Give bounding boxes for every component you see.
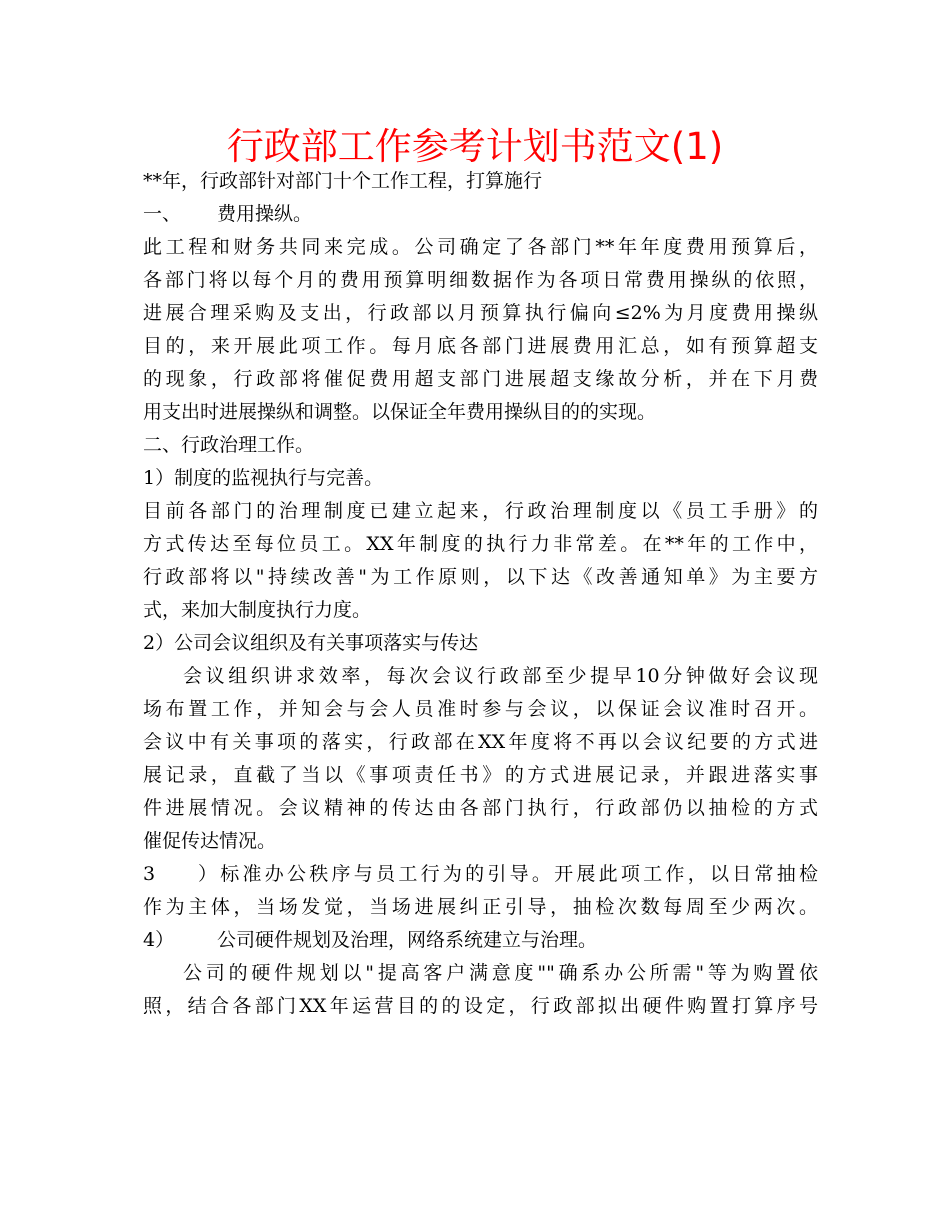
paragraph-line bbox=[143, 231, 818, 264]
line-text: 公司的硬件规划以"提高客户满意度""确系办公所需"等为购置依 bbox=[183, 962, 818, 984]
paragraph-line bbox=[143, 891, 818, 924]
paragraph-line bbox=[143, 495, 818, 528]
paragraph-line bbox=[143, 297, 818, 330]
list-number: 一、 bbox=[143, 203, 182, 225]
line-text: 二、行政治理工作。 bbox=[143, 434, 315, 456]
list-number: 3） bbox=[143, 863, 217, 885]
paragraph-line bbox=[143, 264, 818, 297]
line-text: 各部门将以每个月的费用预算明细数据作为各项日常费用操纵的依照， bbox=[143, 269, 818, 291]
paragraph-line bbox=[143, 957, 818, 990]
line-text: 照，结合各部门XX年运营目的的设定，行政部拟出硬件购置打算序号 bbox=[143, 995, 818, 1017]
line-text: 件进展情况。会议精神的传达由各部门执行，行政部仍以抽检的方式 bbox=[143, 797, 818, 819]
paragraph-line bbox=[143, 858, 818, 891]
line-text: 1）制度的监视执行与完善。 bbox=[143, 467, 384, 489]
line-text: 会议组织讲求效率，每次会议行政部至少提早10分钟做好会议现 bbox=[183, 665, 818, 687]
paragraph-line bbox=[143, 165, 818, 198]
document-body bbox=[143, 165, 818, 1023]
paragraph-line bbox=[143, 693, 818, 726]
paragraph-line bbox=[143, 594, 818, 627]
line-text: 行政部将以"持续改善"为工作原则，以下达《改善通知单》为主要方 bbox=[143, 566, 818, 588]
paragraph-line bbox=[143, 924, 818, 957]
line-text: 进展合理采购及支出，行政部以月预算执行偏向≤2%为月度费用操纵 bbox=[143, 302, 818, 324]
paragraph-line bbox=[143, 792, 818, 825]
paragraph-line bbox=[143, 462, 818, 495]
document-title: 行政部工作参考计划书范文(1) bbox=[226, 125, 724, 168]
paragraph-line bbox=[143, 627, 818, 660]
list-number: 4） bbox=[143, 929, 175, 951]
line-text: 费用操纵。 bbox=[217, 203, 313, 225]
line-text: 2）公司会议组织及有关事项落实与传达 bbox=[143, 632, 479, 654]
line-text: 催促传达情况。 bbox=[143, 830, 277, 852]
line-text: 方式传达至每位员工。XX年制度的执行力非常差。在**年的工作中， bbox=[143, 533, 818, 555]
line-text: 展记录，直截了当以《事项责任书》的方式进展记录，并跟进落实事 bbox=[143, 764, 818, 786]
line-text: 用支出时进展操纵和调整。以保证全年费用操纵目的的实现。 bbox=[143, 401, 657, 423]
paragraph-line bbox=[143, 990, 818, 1023]
paragraph-line bbox=[143, 330, 818, 363]
paragraph-line bbox=[143, 363, 818, 396]
line-text: 标准办公秩序与员工行为的引导。开展此项工作，以日常抽检 bbox=[217, 863, 818, 885]
line-text: 的现象，行政部将催促费用超支部门进展超支缘故分析，并在下月费 bbox=[143, 368, 818, 390]
paragraph-line bbox=[143, 429, 818, 462]
line-text: 公司硬件规划及治理，网络系统建立与治理。 bbox=[217, 929, 598, 951]
line-text: 作为主体，当场发觉，当场进展纠正引导，抽检次数每周至少两次。 bbox=[143, 896, 818, 918]
paragraph-line bbox=[143, 660, 818, 693]
paragraph-line bbox=[143, 726, 818, 759]
paragraph-line bbox=[143, 528, 818, 561]
paragraph-line bbox=[143, 825, 818, 858]
paragraph-line bbox=[143, 198, 818, 231]
line-text: **年，行政部针对部门十个工作工程，打算施行 bbox=[143, 170, 543, 192]
paragraph-line bbox=[143, 396, 818, 429]
line-text: 会议中有关事项的落实，行政部在XX年度将不再以会议纪要的方式进 bbox=[143, 731, 818, 753]
line-text: 目前各部门的治理制度已建立起来，行政治理制度以《员工手册》的 bbox=[143, 500, 818, 522]
line-text: 此工程和财务共同来完成。公司确定了各部门**年年度费用预算后， bbox=[143, 236, 818, 258]
paragraph-line bbox=[143, 759, 818, 792]
paragraph-line bbox=[143, 561, 818, 594]
line-text: 式，来加大制度执行力度。 bbox=[143, 599, 372, 621]
line-text: 目的，来开展此项工作。每月底各部门进展费用汇总，如有预算超支 bbox=[143, 335, 818, 357]
line-text: 场布置工作，并知会与会人员准时参与会议，以保证会议准时召开。 bbox=[143, 698, 818, 720]
